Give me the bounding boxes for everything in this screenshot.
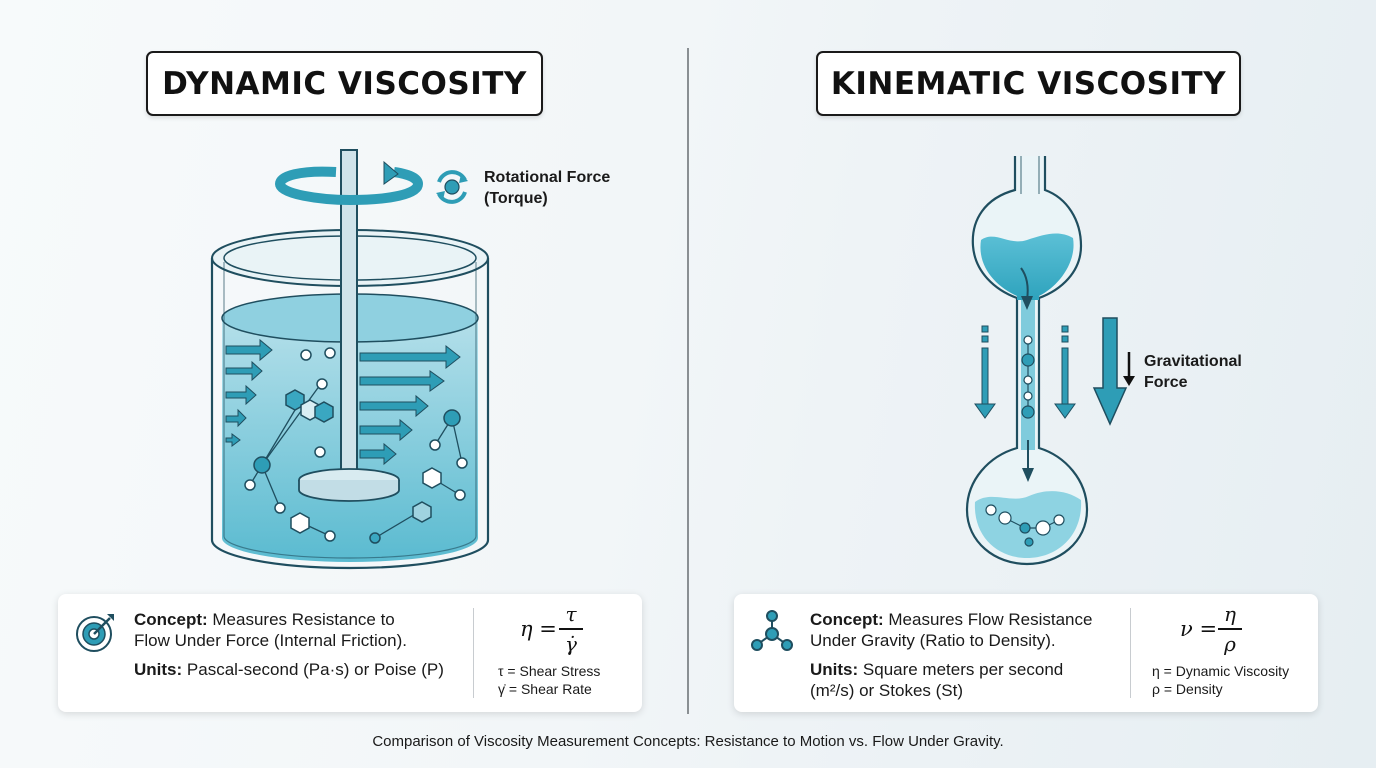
units-label: Units: — [134, 660, 183, 679]
formula-denominator: γ̇ — [565, 631, 577, 656]
down-arrow-icon — [1122, 350, 1136, 388]
formula-numerator: τ — [565, 602, 577, 626]
figure-caption: Comparison of Viscosity Measurement Concepts: Resistance to Motion vs. Flow Under Gravity. — [372, 733, 1004, 750]
dynamic-units-text — [134, 659, 444, 680]
dynamic-concept-text — [134, 609, 407, 651]
panel-divider — [687, 48, 689, 714]
units-line1: Pascal-second (Pa·s) or Poise (P) — [182, 660, 444, 679]
legend-density: ρ = Density — [1152, 681, 1223, 697]
legend-shear-rate: γ̇ = Shear Rate — [498, 681, 592, 697]
rotation-icon — [431, 166, 473, 208]
fraction-bar — [559, 628, 583, 630]
rotational-force-line2: (Torque) — [484, 190, 548, 207]
concept-line1: Measures Flow Resistance — [883, 610, 1093, 629]
kinematic-viscosity-card — [734, 594, 1318, 712]
dynamic-viscosity-title: DYNAMIC VISCOSITY — [146, 51, 543, 116]
units-label: Units: — [810, 660, 859, 679]
formula-numerator: η — [1224, 602, 1236, 626]
legend-dynamic-viscosity: η = Dynamic Viscosity — [1152, 663, 1290, 679]
kinematic-formula-fraction — [1218, 602, 1242, 656]
formula-denominator: ρ — [1224, 631, 1236, 656]
kinematic-formula-lhs: ν = — [1180, 617, 1218, 641]
fraction-bar — [1218, 628, 1242, 630]
dynamic-formula-lhs: η = — [520, 617, 557, 641]
kinematic-viscosity-title: KINEMATIC VISCOSITY — [816, 51, 1241, 116]
kinematic-formula-legend — [1152, 662, 1289, 698]
gravitational-force-label — [1144, 351, 1242, 393]
concept-line2: Flow Under Force (Internal Friction). — [134, 631, 408, 650]
kinematic-units-text — [810, 659, 1063, 701]
concept-label: Concept: — [134, 610, 208, 629]
dynamic-formula-fraction — [559, 602, 583, 656]
concept-label: Concept: — [810, 610, 884, 629]
dynamic-viscosity-card — [58, 594, 642, 712]
rotational-force-label — [484, 167, 610, 209]
card-separator — [1130, 608, 1131, 698]
dynamic-formula-legend — [498, 662, 600, 698]
legend-shear-stress: τ = Shear Stress — [498, 663, 601, 679]
card-separator — [473, 608, 474, 698]
molecule-icon — [748, 608, 796, 656]
units-line2: (m²/s) or Stokes (St) — [810, 681, 964, 700]
gravitational-force-line1: Gravitational — [1144, 353, 1242, 370]
gravitational-force-line2: Force — [1144, 374, 1188, 391]
target-icon — [74, 610, 118, 654]
concept-line1: Measures Resistance to — [207, 610, 395, 629]
concept-line2: Under Gravity (Ratio to Density). — [810, 631, 1056, 650]
rotational-force-line1: Rotational Force — [484, 169, 611, 186]
kinematic-concept-text — [810, 609, 1092, 651]
units-line1: Square meters per second — [858, 660, 1064, 679]
